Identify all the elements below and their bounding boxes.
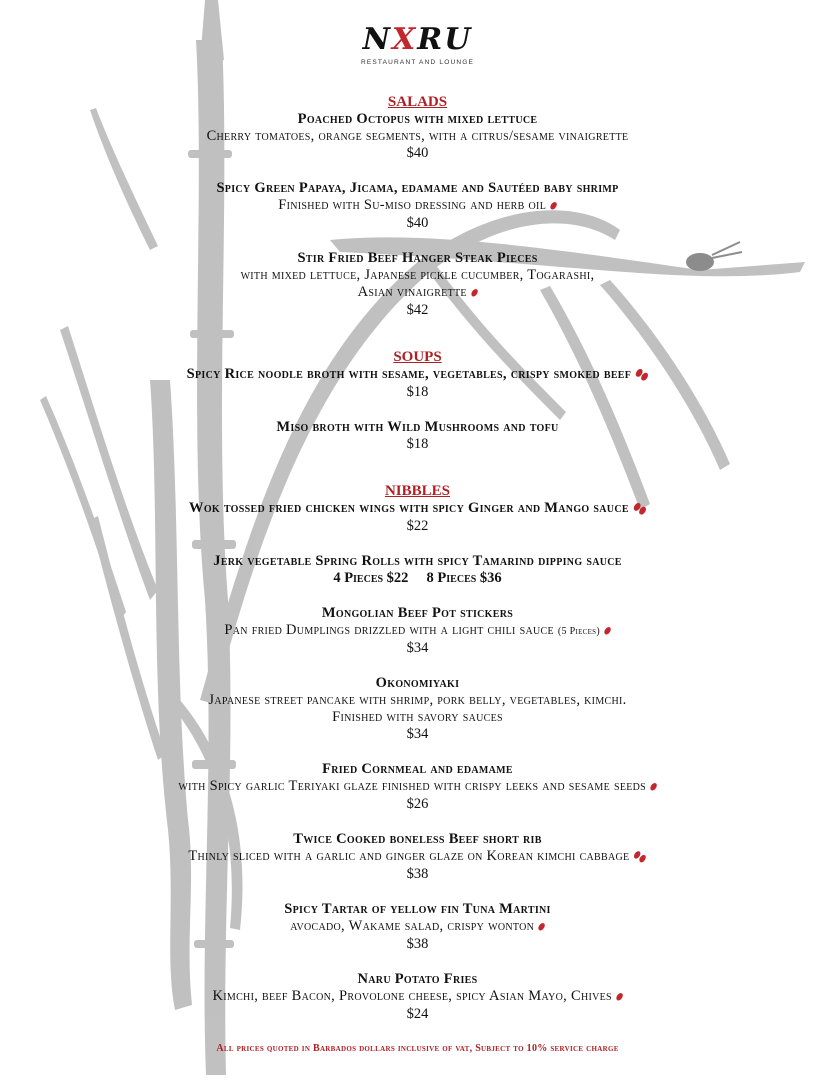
item-description-line2: Finished with savory sauces xyxy=(332,709,503,725)
item-price: $42 xyxy=(406,302,429,318)
item-name: Fried Cornmeal and edamame xyxy=(322,761,513,777)
chili-pepper-icon: ⬮ xyxy=(601,625,614,638)
item-price: $40 xyxy=(406,215,429,231)
chili-pepper-icon: ⬮ xyxy=(647,781,660,794)
item-description: Kimchi, beef Bacon, Provolone cheese, spicy Asian Mayo, Chives xyxy=(212,988,612,1004)
chili-pepper-icon: ⬮⬮ xyxy=(633,367,651,384)
item-name: Okonomiyaki xyxy=(375,675,460,691)
item-name: Stir Fried Beef Hanger Steak Pieces xyxy=(297,250,538,266)
section-title-nibbles: NIBBLES xyxy=(384,483,451,499)
item-description: Cherry tomatoes, orange segments, with a citrus/sesame vinaigrette xyxy=(206,128,629,144)
menu-item xyxy=(0,500,835,535)
item-name: Wok tossed fried chicken wings with spicy Ginger and Mango sauce xyxy=(189,500,629,516)
menu-item xyxy=(0,831,835,883)
item-price: $34 xyxy=(406,726,429,742)
item-price: $18 xyxy=(406,436,429,452)
chili-pepper-icon: ⬮ xyxy=(535,921,548,934)
item-description: Pan fried Dumplings drizzled with a light chili sauce xyxy=(224,622,554,638)
chili-pepper-icon: ⬮⬮ xyxy=(631,849,649,866)
item-note: (5 Pieces) xyxy=(557,626,601,637)
menu-item xyxy=(0,971,835,1023)
item-name: Twice Cooked boneless Beef short rib xyxy=(293,831,542,847)
menu-item xyxy=(0,250,835,319)
item-description: with Spicy garlic Teriyaki glaze finished with crispy leeks and sesame seeds xyxy=(178,778,647,794)
logo-x-mark: X xyxy=(392,22,418,57)
item-price: $38 xyxy=(406,866,429,882)
menu-item xyxy=(0,419,835,453)
item-description: Japanese street pancake with shrimp, pork belly, vegetables, kimchi. xyxy=(208,692,627,708)
item-description: Thinly sliced with a garlic and ginger glaze on Korean kimchi cabbage xyxy=(188,848,630,864)
item-name: Mongolian Beef Pot stickers xyxy=(321,605,514,621)
item-description: Finished with Su-miso dressing and herb oil xyxy=(278,197,547,213)
menu xyxy=(0,94,835,1023)
logo-wordmark xyxy=(0,22,835,57)
footer-note: All prices quoted in Barbados dollars inclusive of vat, Subject to 10% service charge xyxy=(216,1043,619,1054)
logo-letter: N xyxy=(362,22,393,57)
item-name: Jerk vegetable Spring Rolls with spicy Tamarind dipping sauce xyxy=(213,553,622,569)
menu-item xyxy=(0,180,835,232)
logo xyxy=(0,22,835,66)
menu-item xyxy=(0,111,835,162)
item-price: $22 xyxy=(406,518,429,534)
menu-item xyxy=(0,675,835,743)
item-price: $24 xyxy=(406,1006,429,1022)
menu-item xyxy=(0,761,835,813)
item-description: avocado, Wakame salad, crispy wonton xyxy=(290,918,535,934)
item-name: Spicy Rice noodle broth with sesame, vegetables, crispy smoked beef xyxy=(186,366,632,382)
item-price: $40 xyxy=(406,145,429,161)
menu-item xyxy=(0,901,835,953)
item-price: $26 xyxy=(406,796,429,812)
section-title-soups: SOUPS xyxy=(393,349,442,365)
item-price: 4 Pieces $22 8 Pieces $36 xyxy=(333,570,502,586)
item-name: Miso broth with Wild Mushrooms and tofu xyxy=(276,419,559,435)
item-description-line2: Asian vinaigrette xyxy=(357,284,467,300)
logo-letters: RU xyxy=(417,22,473,57)
item-name: Spicy Green Papaya, Jicama, edamame and Sautéed baby shrimp xyxy=(216,180,619,196)
item-price: $38 xyxy=(406,936,429,952)
item-name: Naru Potato Fries xyxy=(357,971,478,987)
menu-item xyxy=(0,366,835,401)
section-title-salads: SALADS xyxy=(387,94,448,110)
chili-pepper-icon: ⬮ xyxy=(547,200,560,213)
chili-pepper-icon: ⬮ xyxy=(468,287,480,300)
chili-pepper-icon: ⬮⬮ xyxy=(630,501,648,518)
menu-item xyxy=(0,605,835,657)
item-name: Spicy Tartar of yellow fin Tuna Martini xyxy=(284,901,551,917)
item-price: $18 xyxy=(406,384,429,400)
menu-item xyxy=(0,553,835,587)
logo-subtitle: RESTAURANT AND LOUNGE xyxy=(360,59,475,66)
item-name: Poached Octopus with mixed lettuce xyxy=(297,111,538,127)
item-description: with mixed lettuce, Japanese pickle cucumber, Togarashi, xyxy=(240,267,595,283)
item-price: $34 xyxy=(406,640,429,656)
chili-pepper-icon: ⬮ xyxy=(613,991,626,1004)
